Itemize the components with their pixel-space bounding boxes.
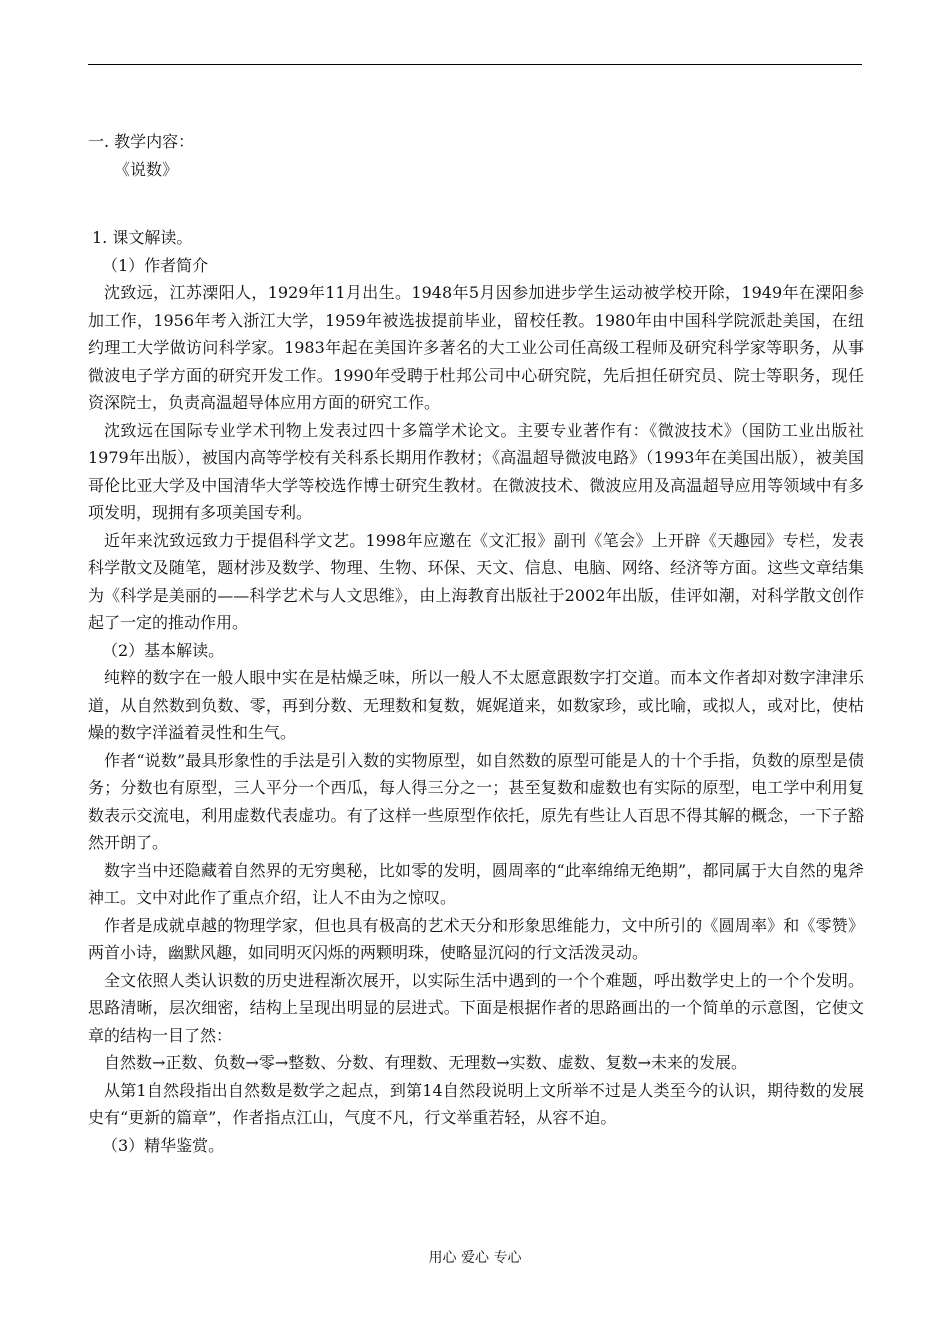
paragraph: 沈致远在国际专业学术刊物上发表过四十多篇学术论文。主要专业著作有：《微波技术》（国防工业出版社1979年出版），被国内高等学校有关科系长期用作教材；《高温超导微波电路》（1993年在美国出版），被美国哥伦比亚大学及中国清华大学等校选作博士研究生教材。在微波技术、微波应用及高温超导应用等领域中有多项发明，现拥有多项美国专利。 — [88, 420, 864, 522]
paragraph: 作者是成就卓越的物理学家，但也具有极高的艺术天分和形象思维能力，文中所引的《圆周率》和《零赞》两首小诗，幽默风趣，如同明灭闪烁的两颗明珠，使略显沉闷的行文活泼灵动。 — [88, 915, 864, 962]
subsection-heading: （1）作者简介 — [102, 255, 209, 275]
paragraph: 全文依照人类认识数的历史进程渐次展开，以实际生活中遇到的一个个难题，呼出数学史上的一个个发明。思路清晰，层次细密，结构上呈现出明显的层进式。下面是根据作者的思路画出的一个简单的示意图，它使文章的结构一目了然： — [88, 970, 864, 1045]
page-footer: 用心 爱心 专心 — [428, 1250, 522, 1266]
header-rule — [88, 64, 862, 65]
section-heading: 一. 教学内容： — [88, 132, 195, 151]
paragraph: 近年来沈致远致力于提倡科学文艺。1998年应邀在《文汇报》副刊《笔会》上开辟《天趣园》专栏，发表科学散文及随笔，题材涉及数学、物理、生物、环保、天文、信息、电脑、网络、经济等方面。这些文章结集为《科学是美丽的——科学艺术与人文思维》，由上海教育出版社于2002年出版，佳评如潮，对科学散文创作起了一定的推动作用。 — [88, 530, 864, 632]
paragraph: 作者“说数”最具形象性的手法是引入数的实物原型，如自然数的原型可能是人的十个手指，负数的原型是债务；分数也有原型，三人平分一个西瓜，每人得三分之一；甚至复数和虚数也有实际的原型，电工学中利用复数表示交流电，利用虚数代表虚功。有了这样一些原型作依托，原先有些让人百思不得其解的概念，一下子豁然开朗了。 — [88, 750, 864, 852]
structure-diagram-line: 自然数→正数、负数→零→整数、分数、有理数、无理数→实数、虚数、复数→未来的发展。 — [104, 1053, 748, 1072]
subsection-heading: （3）精华鉴赏。 — [102, 1135, 225, 1155]
paragraph: 纯粹的数字在一般人眼中实在是枯燥乏味，所以一般人不太愿意跟数字打交道。而本文作者却对数字津津乐道，从自然数到负数、零，再到分数、无理数和复数，娓娓道来，如数家珍，或比喻，或拟人，或对比，使枯燥的数字洋溢着灵性和生气。 — [88, 668, 864, 742]
subsection-heading: 1. 课文解读。 — [92, 228, 193, 247]
paragraph: 数字当中还隐藏着自然界的无穷奥秘，比如零的发明，圆周率的“此率绵绵无绝期”，都同属于大自然的鬼斧神工。文中对此作了重点介绍，让人不由为之惊叹。 — [88, 860, 864, 907]
document-title: 《说数》 — [114, 159, 179, 179]
paragraph: 从第1自然段指出自然数是数学之起点，到第14自然段说明上文所举不过是人类至今的认识，期待数的发展史有“更新的篇章”，作者指点江山，气度不凡，行文举重若轻，从容不迫。 — [88, 1080, 864, 1127]
subsection-heading: （2）基本解读。 — [102, 640, 225, 660]
document-body — [88, 128, 864, 1159]
paragraph: 沈致远，江苏溧阳人，1929年11月出生。1948年5月因参加进步学生运动被学校开除，1949年在溧阳参加工作，1956年考入浙江大学，1959年被选拔提前毕业，留校任教。1980年由中国科学院派赴美国，在纽约理工大学做访问科学家。1983年起在美国许多著名的大工业公司任高级工程师及研究科学家等职务，从事微波电子学方面的研究开发工作。1990年受聘于杜邦公司中心研究院，先后担任研究员、院士等职务，现任资深院士，负责高温超导体应用方面的研究工作。 — [88, 283, 864, 412]
